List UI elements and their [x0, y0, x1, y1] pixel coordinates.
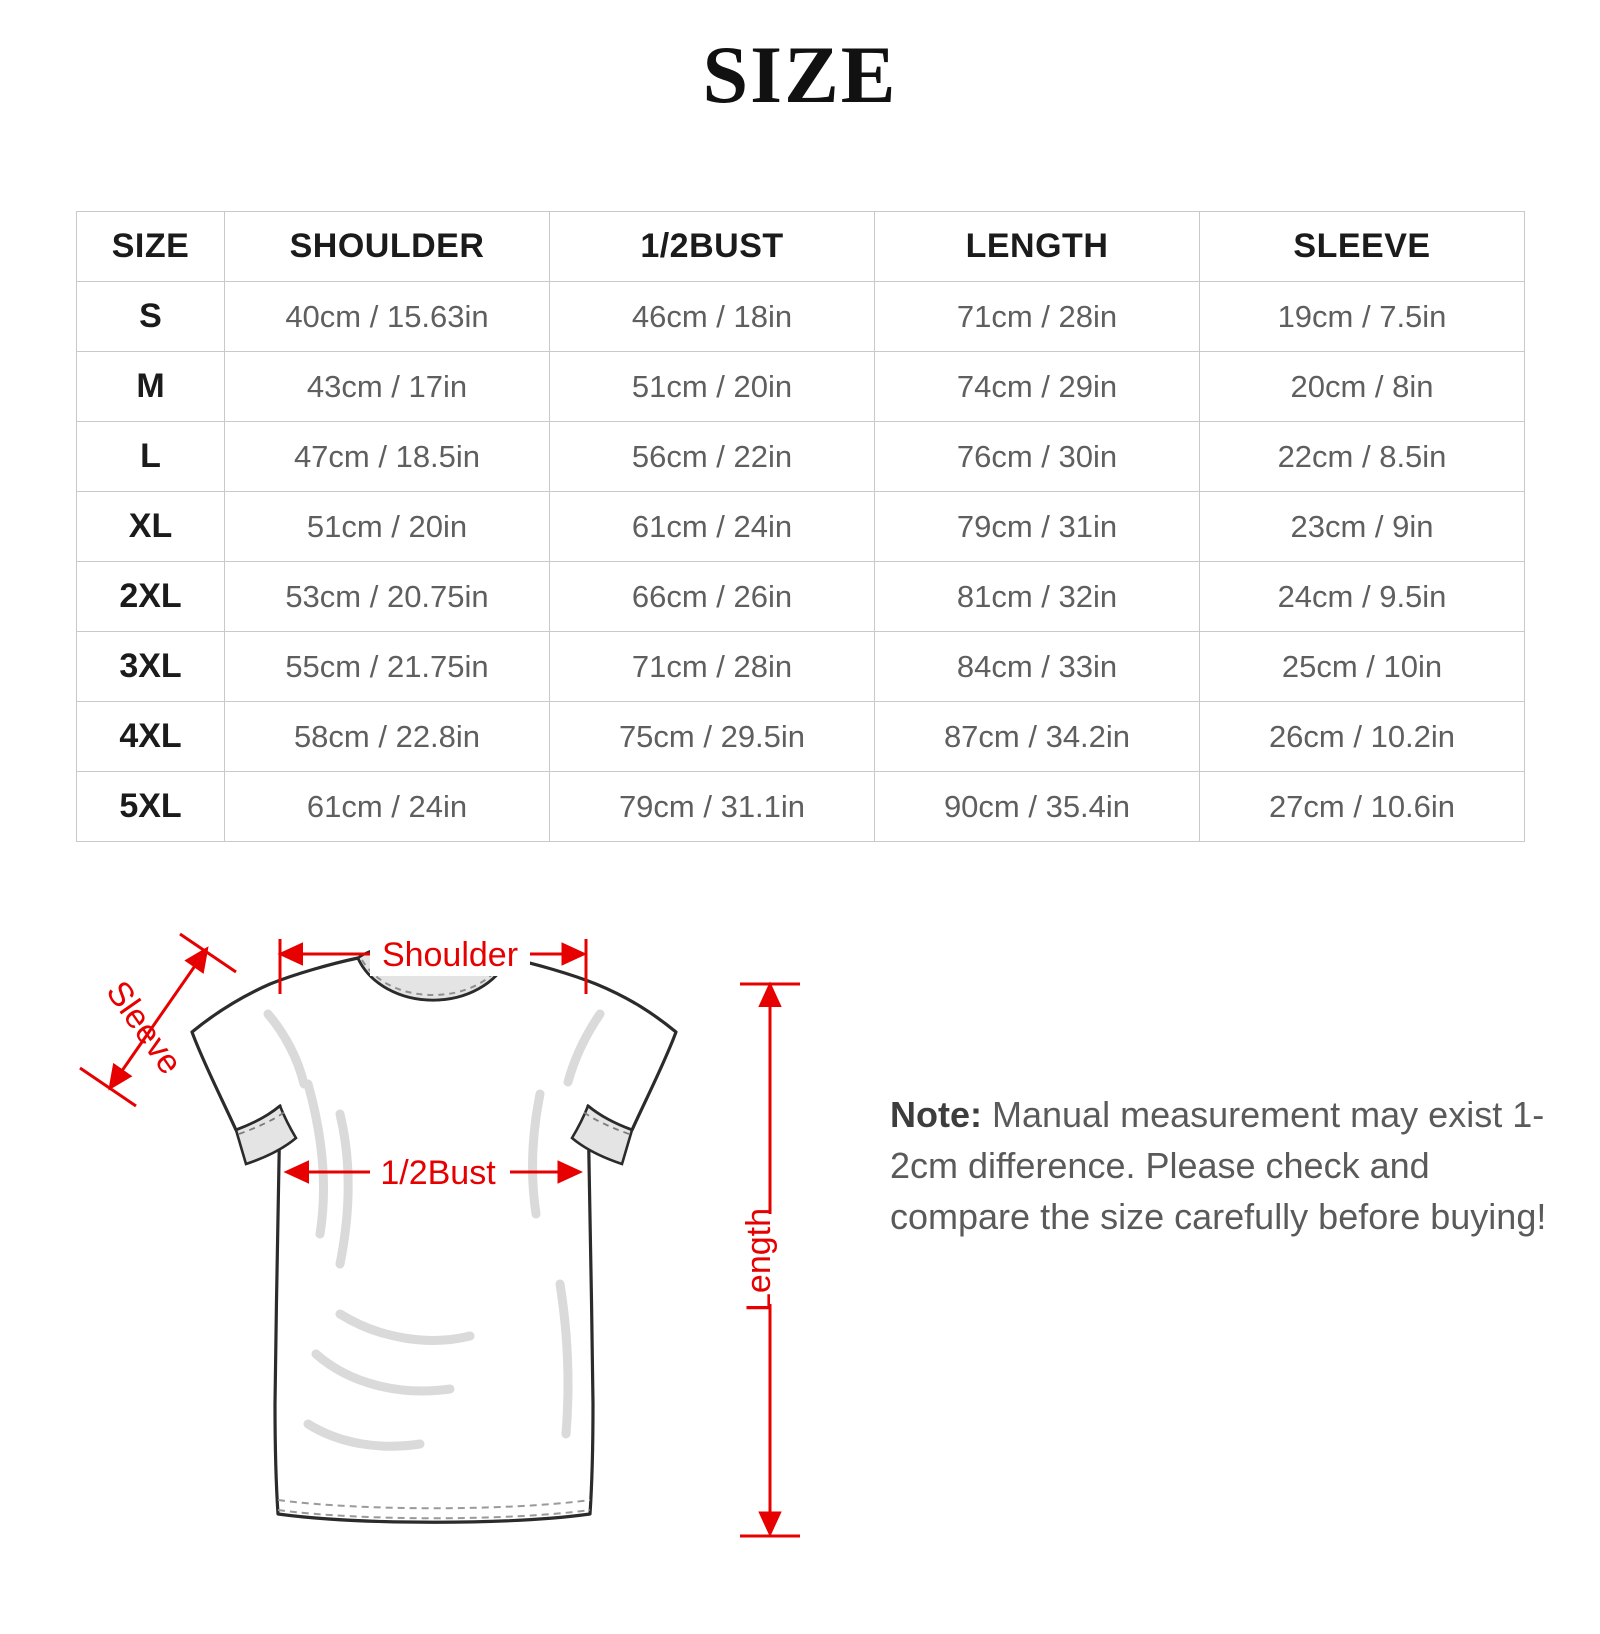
table-row	[77, 772, 1525, 842]
cell-shoulder: 40cm / 15.63in	[225, 282, 550, 352]
cell-shoulder: 61cm / 24in	[225, 772, 550, 842]
measurement-note	[890, 1089, 1550, 1242]
tshirt-illustration	[192, 941, 676, 1522]
cell-shoulder: 55cm / 21.75in	[225, 632, 550, 702]
cell-length: 90cm / 35.4in	[875, 772, 1200, 842]
table-row	[77, 422, 1525, 492]
cell-length: 76cm / 30in	[875, 422, 1200, 492]
cell-sleeve: 23cm / 9in	[1200, 492, 1525, 562]
size-chart-table	[76, 211, 1525, 842]
cell-sleeve: 27cm / 10.6in	[1200, 772, 1525, 842]
cell-bust: 51cm / 20in	[550, 352, 875, 422]
cell-sleeve: 22cm / 8.5in	[1200, 422, 1525, 492]
cell-size: 5XL	[77, 772, 225, 842]
cell-shoulder: 47cm / 18.5in	[225, 422, 550, 492]
cell-length: 87cm / 34.2in	[875, 702, 1200, 772]
cell-bust: 56cm / 22in	[550, 422, 875, 492]
table-row	[77, 562, 1525, 632]
cell-size: 4XL	[77, 702, 225, 772]
tshirt-measurement-diagram	[40, 884, 860, 1584]
cell-length: 81cm / 32in	[875, 562, 1200, 632]
cell-size: 3XL	[77, 632, 225, 702]
cell-size: 2XL	[77, 562, 225, 632]
cell-sleeve: 26cm / 10.2in	[1200, 702, 1525, 772]
cell-sleeve: 19cm / 7.5in	[1200, 282, 1525, 352]
table-header-row	[77, 212, 1525, 282]
cell-bust: 71cm / 28in	[550, 632, 875, 702]
note-prefix: Note:	[890, 1094, 982, 1135]
table-row	[77, 632, 1525, 702]
cell-shoulder: 43cm / 17in	[225, 352, 550, 422]
half-bust-label: 1/2Bust	[380, 1154, 496, 1192]
table-row	[77, 702, 1525, 772]
cell-bust: 61cm / 24in	[550, 492, 875, 562]
cell-sleeve: 24cm / 9.5in	[1200, 562, 1525, 632]
cell-bust: 66cm / 26in	[550, 562, 875, 632]
column-header-bust: 1/2BUST	[550, 212, 875, 282]
cell-sleeve: 20cm / 8in	[1200, 352, 1525, 422]
table-row	[77, 282, 1525, 352]
cell-length: 79cm / 31in	[875, 492, 1200, 562]
table-row	[77, 492, 1525, 562]
length-label: Length	[740, 1208, 778, 1312]
cell-size: S	[77, 282, 225, 352]
cell-shoulder: 58cm / 22.8in	[225, 702, 550, 772]
cell-length: 84cm / 33in	[875, 632, 1200, 702]
cell-length: 71cm / 28in	[875, 282, 1200, 352]
cell-bust: 75cm / 29.5in	[550, 702, 875, 772]
cell-shoulder: 51cm / 20in	[225, 492, 550, 562]
column-header-sleeve: SLEEVE	[1200, 212, 1525, 282]
cell-length: 74cm / 29in	[875, 352, 1200, 422]
length-measure	[730, 984, 812, 1536]
sleeve-label: Sleeve	[98, 974, 190, 1082]
table-row	[77, 352, 1525, 422]
cell-shoulder: 53cm / 20.75in	[225, 562, 550, 632]
column-header-shoulder: SHOULDER	[225, 212, 550, 282]
cell-bust: 79cm / 31.1in	[550, 772, 875, 842]
column-header-length: LENGTH	[875, 212, 1200, 282]
cell-bust: 46cm / 18in	[550, 282, 875, 352]
column-header-size: SIZE	[77, 212, 225, 282]
note-text: Manual measurement may exist 1-2cm difference. Please check and compare the size carefully before buying!	[890, 1094, 1547, 1238]
page-title: SIZE	[702, 29, 898, 120]
cell-sleeve: 25cm / 10in	[1200, 632, 1525, 702]
cell-size: XL	[77, 492, 225, 562]
cell-size: L	[77, 422, 225, 492]
cell-size: M	[77, 352, 225, 422]
shoulder-label: Shoulder	[381, 936, 519, 974]
